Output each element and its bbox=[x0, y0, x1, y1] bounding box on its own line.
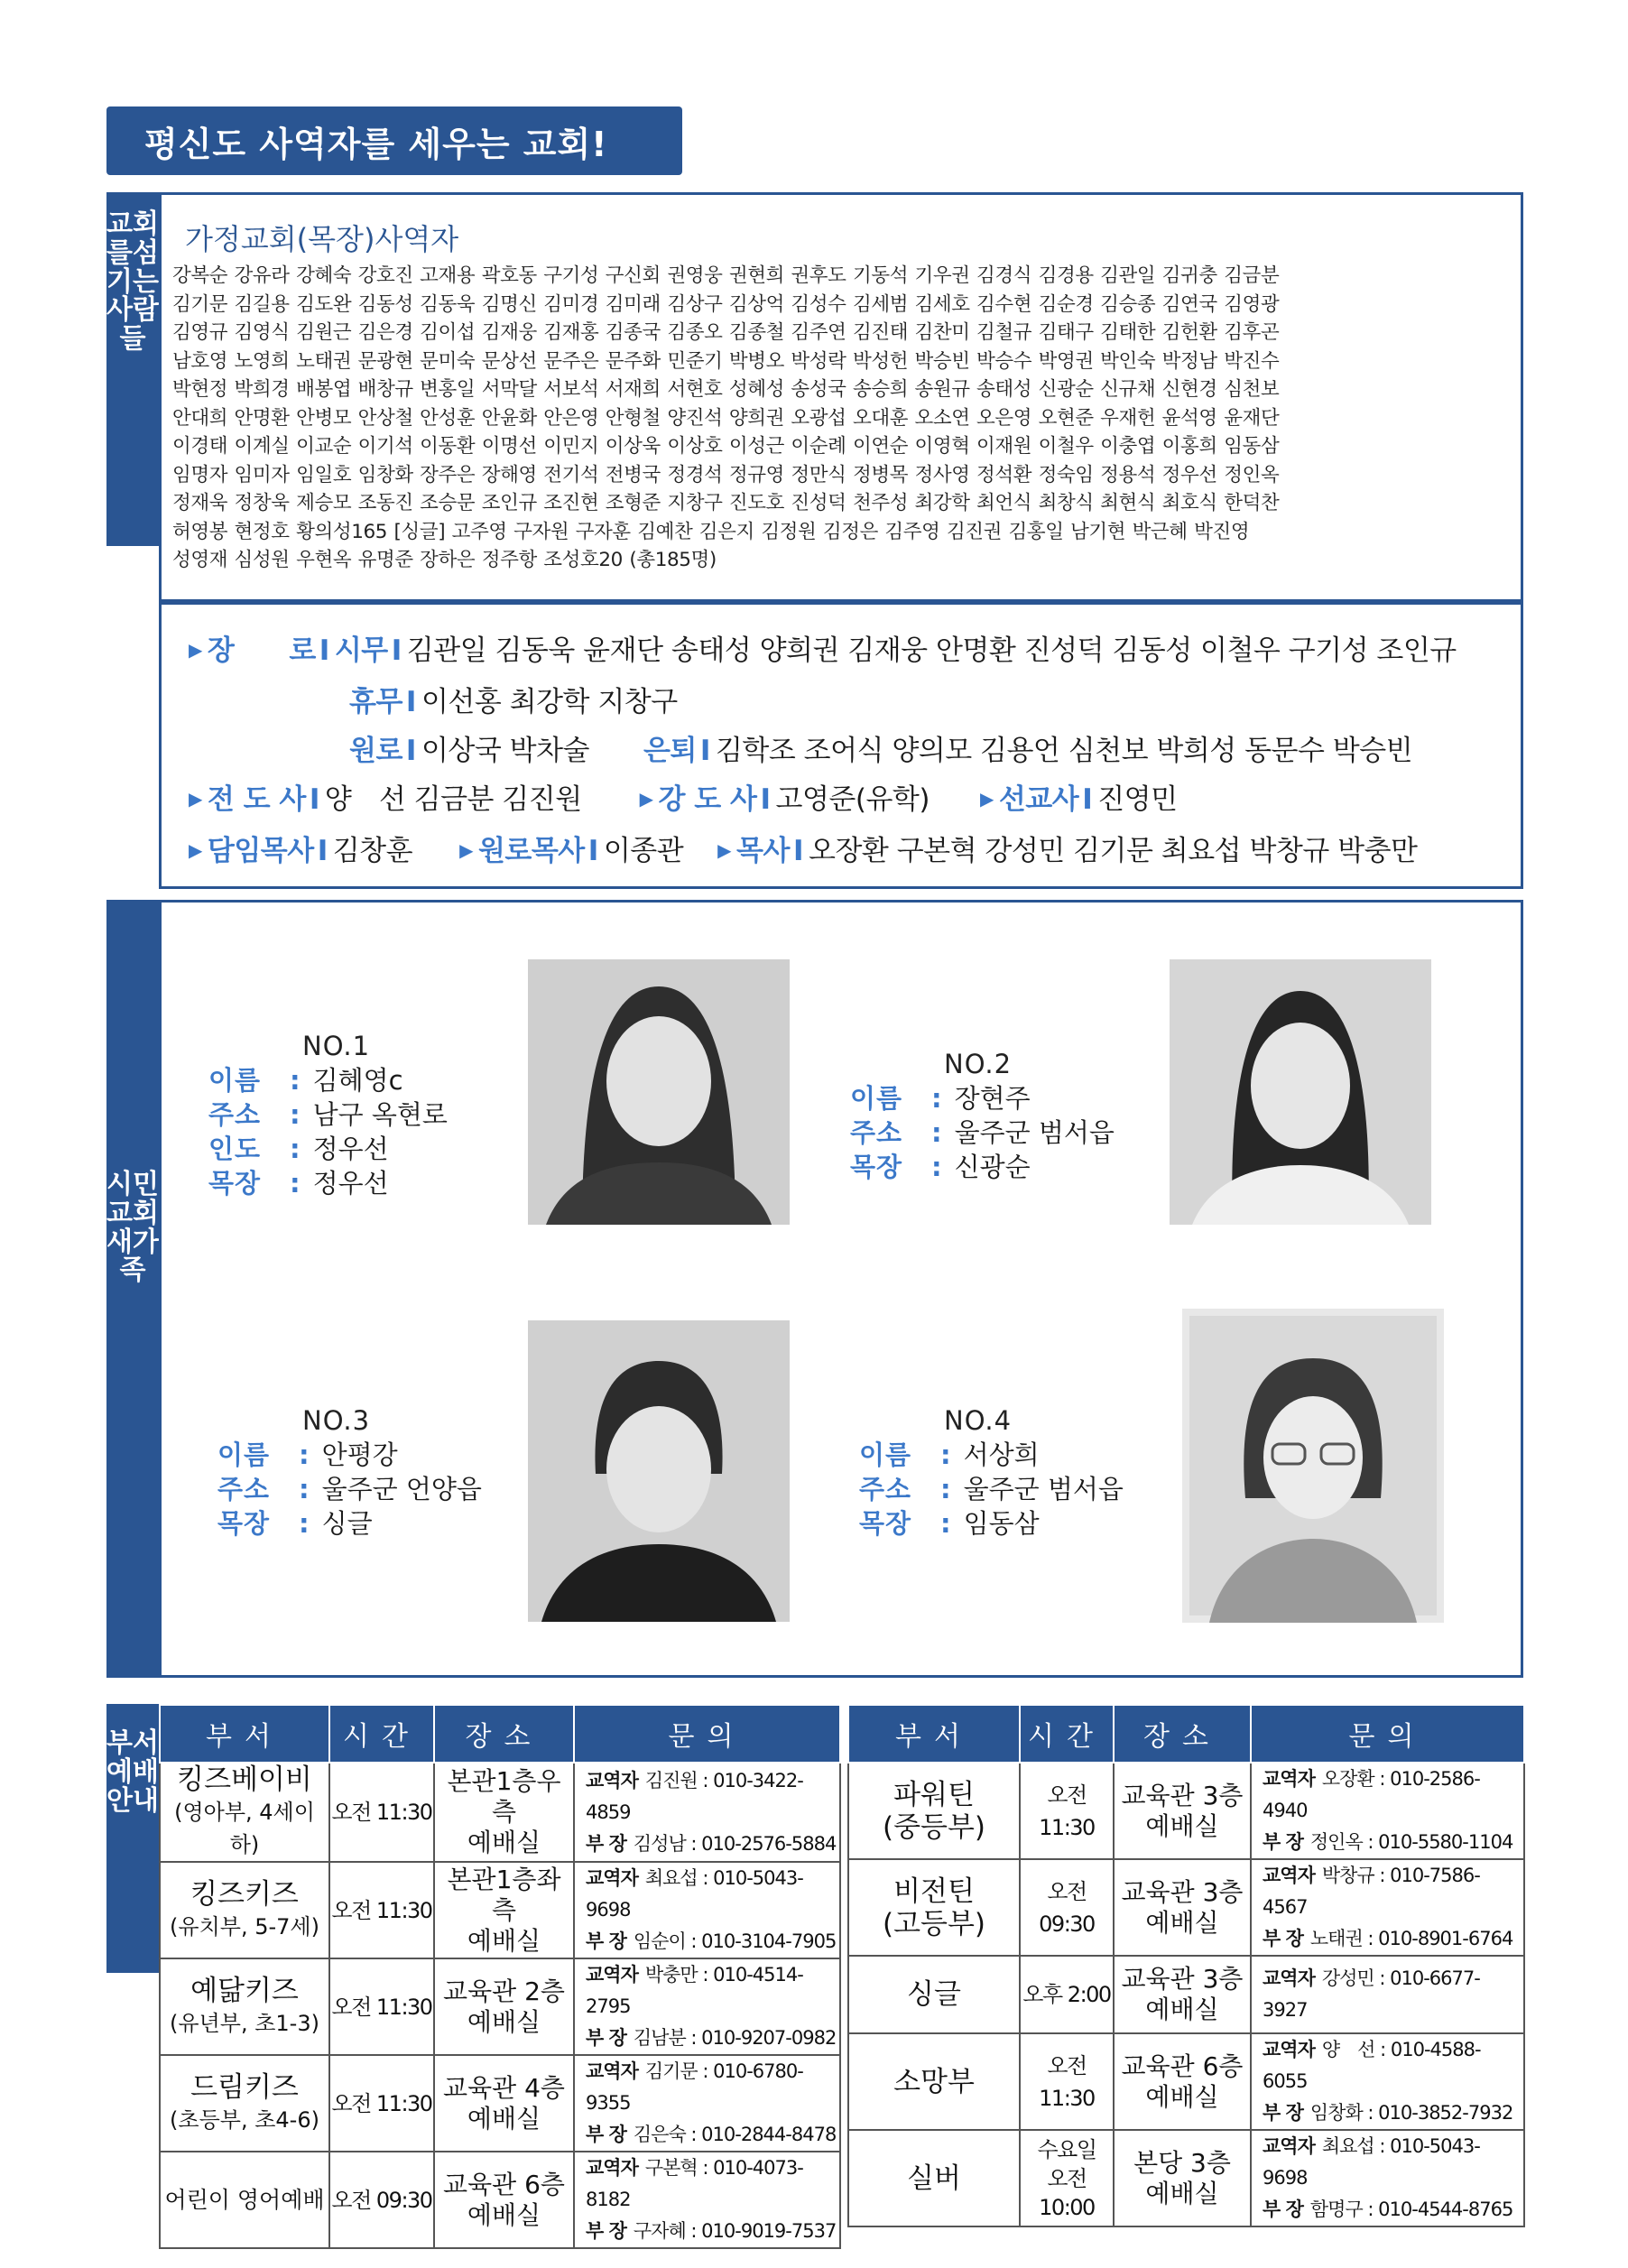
contact-cell: 교역자 최요섭 : 010-5043-9698 부 장 임순이 : 010-3104-7905 bbox=[574, 1862, 840, 1958]
colon: : bbox=[931, 1083, 942, 1114]
side-tab-new-family bbox=[106, 900, 159, 1678]
card-value: 정우선 bbox=[312, 1168, 389, 1199]
separator: I bbox=[792, 835, 803, 867]
workers-line: 성영재 심성원 우현옥 유명준 장하은 정주항 조성호20 (총185명) bbox=[172, 549, 717, 571]
new-family-section bbox=[159, 900, 1523, 1678]
triangle-bullet-icon: ▶ bbox=[979, 788, 994, 810]
emeritus-retired-row bbox=[189, 727, 1521, 775]
dept-cell: 파워틴 (중등부) bbox=[848, 1763, 1020, 1859]
place-cell: 본관1층좌측 예배실 bbox=[434, 1862, 574, 1958]
elder-label: 장 로 bbox=[207, 634, 316, 667]
triangle-bullet-icon: ▶ bbox=[189, 788, 202, 810]
dept-cell: 싱글 bbox=[848, 1956, 1020, 2033]
person-silhouette-icon bbox=[1182, 1309, 1444, 1623]
workers-name-list bbox=[172, 262, 1510, 575]
contact-cell: 교역자 박창규 : 010-7586-4567 부 장 노태권 : 010-8901-6764 bbox=[1251, 1859, 1524, 1956]
table-row bbox=[160, 2152, 840, 2248]
side-tab-family-label: 시민교회새가족 bbox=[106, 1169, 159, 1287]
workers-line: 허영봉 현정호 황의성165 [싱글] 고주영 구자원 구자훈 김예찬 김은지 김정원 김정은 김주영 김진권 김홍일 남기현 박근혜 박진영 bbox=[172, 520, 1250, 543]
colon: : bbox=[940, 1474, 951, 1504]
table-row bbox=[160, 2055, 840, 2152]
card-key: 이름 bbox=[208, 1065, 262, 1096]
header-contact: 문의 bbox=[1251, 1705, 1524, 1763]
time-cell: 오전 11:30 bbox=[329, 1763, 434, 1862]
triangle-bullet-icon: ▶ bbox=[189, 639, 202, 661]
time-cell: 오전 11:30 bbox=[329, 1862, 434, 1958]
pastor-label: 목사 bbox=[736, 835, 790, 867]
card-row bbox=[850, 1506, 1124, 1541]
card-row bbox=[208, 1097, 448, 1132]
dept-cell: 킹즈키즈 (유치부, 5-7세) bbox=[160, 1862, 329, 1958]
evangelist-names: 양 선 김금분 김진원 bbox=[324, 783, 582, 816]
leave-elders-row bbox=[189, 678, 1521, 727]
table-row bbox=[160, 1862, 840, 1958]
card-value: 싱글 bbox=[321, 1508, 373, 1539]
time-cell: 오전 11:30 bbox=[329, 1958, 434, 2055]
member-photo-4 bbox=[1182, 1309, 1444, 1623]
card-row bbox=[850, 1472, 1124, 1506]
card-key: 이름 bbox=[859, 1439, 912, 1470]
side-tab-schedule bbox=[106, 1704, 159, 1973]
time-cell: 수요일 오전 10:00 bbox=[1020, 2130, 1114, 2226]
card-value: 신광순 bbox=[954, 1152, 1031, 1182]
table-row bbox=[160, 1958, 840, 2055]
workers-line: 이경태 이계실 이교순 이기석 이동환 이명선 이민지 이상욱 이상호 이성근 이순례 이연순 이영혁 이재원 이철우 이충엽 이홍희 임동삼 bbox=[172, 435, 1280, 458]
evangelists-row bbox=[189, 775, 1521, 827]
workers-line: 김기문 김길용 김도완 김동성 김동욱 김명신 김미경 김미래 김상구 김상억 김성수 김세범 김세호 김수현 김순경 김승종 김연국 김영광 bbox=[172, 292, 1280, 316]
card-key: 목장 bbox=[208, 1168, 262, 1199]
page-title-banner: 평신도 사역자를 세우는 교회! bbox=[106, 106, 682, 175]
card-row bbox=[850, 1438, 1124, 1472]
card-value: 임동삼 bbox=[963, 1508, 1040, 1539]
separator: I bbox=[317, 835, 328, 867]
pastor-emeritus-label: 원로목사 bbox=[477, 835, 585, 867]
colon: : bbox=[290, 1065, 301, 1096]
card-key: 목장 bbox=[859, 1508, 912, 1539]
table-row bbox=[848, 2130, 1524, 2226]
card-key: 주소 bbox=[850, 1117, 903, 1148]
separator: I bbox=[319, 634, 329, 667]
active-elder-names: 김관일 김동욱 윤재단 송태성 양희권 김재웅 안명환 진성덕 김동성 이철우 구기성 조인규 bbox=[406, 634, 1457, 667]
time-cell: 오후 2:00 bbox=[1020, 1956, 1114, 2033]
side-tab-workers-label: 교회를섬기는사람들 bbox=[106, 208, 159, 356]
new-family-card-1 bbox=[208, 1029, 448, 1200]
table-header-row bbox=[848, 1705, 1524, 1763]
card-number: NO.1 bbox=[302, 1031, 371, 1061]
separator: I bbox=[1082, 783, 1093, 816]
church-staff-section bbox=[159, 602, 1523, 889]
senior-pastor-names: 김창훈 bbox=[332, 835, 413, 867]
colon: : bbox=[290, 1134, 301, 1164]
place-cell: 교육관 4층 예배실 bbox=[434, 2055, 574, 2152]
colon: : bbox=[940, 1439, 951, 1470]
time-cell: 오전 11:30 bbox=[1020, 2033, 1114, 2130]
header-time: 시간 bbox=[1020, 1705, 1114, 1763]
card-row bbox=[208, 1472, 482, 1506]
card-key: 이름 bbox=[217, 1439, 271, 1470]
dept-cell: 드림키즈 (초등부, 초4-6) bbox=[160, 2055, 329, 2152]
dept-cell: 예닮키즈 (유년부, 초1-3) bbox=[160, 1958, 329, 2055]
colon: : bbox=[299, 1474, 310, 1504]
dept-cell: 어린이 영어예배 bbox=[160, 2152, 329, 2248]
triangle-bullet-icon: ▶ bbox=[189, 839, 202, 861]
lecturer-label: 강 도 사 bbox=[658, 783, 757, 816]
contact-cell: 교역자 박충만 : 010-4514-2795 부 장 김남분 : 010-9207-0982 bbox=[574, 1958, 840, 2055]
side-tab-schedule-label: 부서예배안내 bbox=[106, 1727, 159, 1817]
header-place: 장소 bbox=[1114, 1705, 1251, 1763]
department-schedule-table-left bbox=[159, 1704, 841, 2249]
pastors-row bbox=[189, 827, 1521, 878]
place-cell: 본당 3층 예배실 bbox=[1114, 2130, 1251, 2226]
retired-label: 은퇴 bbox=[643, 735, 697, 767]
colon: : bbox=[931, 1152, 942, 1182]
missionary-names: 진영민 bbox=[1097, 783, 1178, 816]
triangle-bullet-icon: ▶ bbox=[717, 839, 732, 861]
senior-pastor-label: 담임목사 bbox=[207, 835, 314, 867]
contact-cell: 교역자 오장환 : 010-2586-4940 부 장 정인옥 : 010-5580-1104 bbox=[1251, 1763, 1524, 1859]
card-key: 목장 bbox=[217, 1508, 271, 1539]
card-key: 주소 bbox=[208, 1099, 262, 1130]
card-value: 울주군 언양읍 bbox=[321, 1474, 482, 1504]
time-cell: 오전 11:30 bbox=[1020, 1763, 1114, 1859]
colon: : bbox=[940, 1508, 951, 1539]
contact-cell: 교역자 최요섭 : 010-5043-9698 부 장 함명구 : 010-4544-8765 bbox=[1251, 2130, 1524, 2226]
separator: I bbox=[391, 634, 402, 667]
new-family-card-3 bbox=[208, 1403, 482, 1541]
evangelist-label: 전 도 사 bbox=[207, 783, 306, 816]
card-row bbox=[850, 1150, 1115, 1184]
contact-cell: 교역자 구본혁 : 010-4073-8182 부 장 구자혜 : 010-9019-7537 bbox=[574, 2152, 840, 2248]
leave-names: 이선홍 최강학 지창구 bbox=[421, 686, 678, 718]
header-dept: 부서 bbox=[160, 1705, 329, 1763]
workers-line: 남호영 노영희 노태권 문광현 문미숙 문상선 문주은 문주화 민준기 박병오 박성락 박성헌 박승빈 박승수 박영권 박인숙 박정남 박진수 bbox=[172, 349, 1280, 373]
card-row bbox=[208, 1063, 448, 1097]
triangle-bullet-icon: ▶ bbox=[459, 839, 473, 861]
member-photo-1 bbox=[528, 959, 790, 1225]
missionary-label: 선교사 bbox=[998, 783, 1079, 816]
colon: : bbox=[299, 1508, 310, 1539]
active-elder-label: 시무 bbox=[334, 634, 388, 667]
dept-cell: 실버 bbox=[848, 2130, 1020, 2226]
card-row bbox=[208, 1166, 448, 1200]
department-schedule-table-right bbox=[847, 1704, 1525, 2227]
card-row bbox=[850, 1081, 1115, 1115]
workers-line: 정재욱 정창욱 제승모 조동진 조승문 조인규 조진현 조형준 지창구 진도호 진성덕 천주성 최강학 최언식 최창식 최현식 최호식 한덕찬 bbox=[172, 492, 1280, 514]
house-church-workers-section bbox=[159, 192, 1523, 602]
table-row bbox=[848, 1956, 1524, 2033]
separator: I bbox=[405, 735, 416, 767]
member-photo-2 bbox=[1170, 959, 1431, 1225]
contact-cell: 교역자 김기문 : 010-6780-9355 부 장 김은숙 : 010-2844-8478 bbox=[574, 2055, 840, 2152]
emeritus-names: 이상국 박차술 bbox=[421, 735, 589, 767]
card-value: 서상희 bbox=[963, 1439, 1040, 1470]
elders-row bbox=[189, 626, 1521, 678]
table-row bbox=[848, 1859, 1524, 1956]
card-value: 정우선 bbox=[312, 1134, 389, 1164]
place-cell: 교육관 6층 예배실 bbox=[1114, 2033, 1251, 2130]
pastor-emeritus-names: 이종관 bbox=[603, 835, 684, 867]
card-value: 장현주 bbox=[954, 1083, 1031, 1114]
workers-line: 김영규 김영식 김원근 김은경 김이섭 김재웅 김재홍 김종국 김종오 김종철 김주연 김진태 김찬미 김철규 김태구 김태한 김헌환 김후곤 bbox=[172, 321, 1280, 344]
place-cell: 교육관 2층 예배실 bbox=[434, 1958, 574, 2055]
time-cell: 오전 09:30 bbox=[1020, 1859, 1114, 1956]
pastor-names: 오장환 구본혁 강성민 김기문 최요섭 박창규 박충만 bbox=[809, 835, 1418, 867]
card-key: 주소 bbox=[217, 1474, 271, 1504]
separator: I bbox=[405, 686, 416, 718]
separator: I bbox=[760, 783, 771, 816]
leave-label: 휴무 bbox=[349, 686, 402, 718]
table-row bbox=[848, 1763, 1524, 1859]
card-number: NO.2 bbox=[944, 1049, 1013, 1079]
colon: : bbox=[290, 1099, 301, 1130]
separator: I bbox=[587, 835, 598, 867]
place-cell: 교육관 3층 예배실 bbox=[1114, 1956, 1251, 2033]
workers-line: 박현정 박희경 배봉엽 배창규 변홍일 서막달 서보석 서재희 서현호 성혜성 송성국 송승희 송원규 송태성 신광순 신규채 신현경 심천보 bbox=[172, 378, 1280, 401]
place-cell: 본관1층우측 예배실 bbox=[434, 1763, 574, 1862]
header-dept: 부서 bbox=[848, 1705, 1020, 1763]
colon: : bbox=[299, 1439, 310, 1470]
new-family-card-4 bbox=[850, 1403, 1124, 1541]
table-row bbox=[160, 1763, 840, 1862]
place-cell: 교육관 3층 예배실 bbox=[1114, 1859, 1251, 1956]
member-photo-3 bbox=[528, 1320, 790, 1622]
lecturer-names: 고영준(유학) bbox=[775, 783, 930, 816]
card-number: NO.4 bbox=[944, 1405, 1013, 1436]
card-value: 남구 옥현로 bbox=[312, 1099, 448, 1130]
time-cell: 오전 09:30 bbox=[329, 2152, 434, 2248]
separator: I bbox=[699, 735, 710, 767]
side-tab-workers bbox=[106, 192, 159, 546]
person-silhouette-icon bbox=[528, 959, 790, 1225]
emeritus-label: 원로 bbox=[349, 735, 402, 767]
triangle-bullet-icon: ▶ bbox=[639, 788, 653, 810]
workers-line: 강복순 강유라 강혜숙 강호진 고재용 곽호동 구기성 구신회 권영웅 권현희 권후도 기동석 기우권 김경식 김경용 김관일 김귀충 김금분 bbox=[172, 264, 1280, 287]
place-cell: 교육관 3층 예배실 bbox=[1114, 1763, 1251, 1859]
card-row bbox=[208, 1506, 482, 1541]
card-row bbox=[208, 1132, 448, 1166]
workers-heading: 가정교회(목장)사역자 bbox=[185, 222, 459, 256]
person-silhouette-icon bbox=[1170, 959, 1431, 1225]
retired-names: 김학조 조어식 양의모 김용언 심천보 박희성 동문수 박승빈 bbox=[715, 735, 1413, 767]
card-key: 주소 bbox=[859, 1474, 912, 1504]
card-key: 이름 bbox=[850, 1083, 903, 1114]
header-contact: 문의 bbox=[574, 1705, 840, 1763]
card-number: NO.3 bbox=[302, 1405, 371, 1436]
card-value: 울주군 범서읍 bbox=[954, 1117, 1115, 1148]
colon: : bbox=[931, 1117, 942, 1148]
card-key: 인도 bbox=[208, 1134, 262, 1164]
dept-cell: 소망부 bbox=[848, 2033, 1020, 2130]
contact-cell: 교역자 양 선 : 010-4588-6055 부 장 임창화 : 010-3852-7932 bbox=[1251, 2033, 1524, 2130]
workers-line: 임명자 임미자 임일호 임창화 장주은 장해영 전기석 전병국 정경석 정규영 정만식 정병목 정사영 정석환 정숙임 정용석 정우선 정인옥 bbox=[172, 463, 1280, 486]
colon: : bbox=[290, 1168, 301, 1199]
table-header-row bbox=[160, 1705, 840, 1763]
card-key: 목장 bbox=[850, 1152, 903, 1182]
card-row bbox=[850, 1115, 1115, 1150]
card-value: 김혜영c bbox=[312, 1065, 403, 1096]
person-silhouette-icon bbox=[528, 1320, 790, 1622]
contact-cell: 교역자 강성민 : 010-6677-3927 bbox=[1251, 1956, 1524, 2033]
card-value: 울주군 범서읍 bbox=[963, 1474, 1124, 1504]
header-time: 시간 bbox=[329, 1705, 434, 1763]
place-cell: 교육관 6층 예배실 bbox=[434, 2152, 574, 2248]
new-family-card-2 bbox=[850, 1047, 1115, 1184]
workers-line: 안대희 안명환 안병모 안상철 안성훈 안윤화 안은영 안형철 양진석 양희권 오광섭 오대훈 오소연 오은영 오현준 우재헌 윤석영 윤재단 bbox=[172, 406, 1280, 430]
separator: I bbox=[309, 783, 319, 816]
dept-cell: 킹즈베이비 (영아부, 4세이하) bbox=[160, 1763, 329, 1862]
table-row bbox=[848, 2033, 1524, 2130]
contact-cell: 교역자 김진원 : 010-3422-4859 부 장 김성남 : 010-2576-5884 bbox=[574, 1763, 840, 1862]
card-row bbox=[208, 1438, 482, 1472]
card-value: 안평강 bbox=[321, 1439, 398, 1470]
header-place: 장소 bbox=[434, 1705, 574, 1763]
time-cell: 오전 11:30 bbox=[329, 2055, 434, 2152]
dept-cell: 비전틴 (고등부) bbox=[848, 1859, 1020, 1956]
